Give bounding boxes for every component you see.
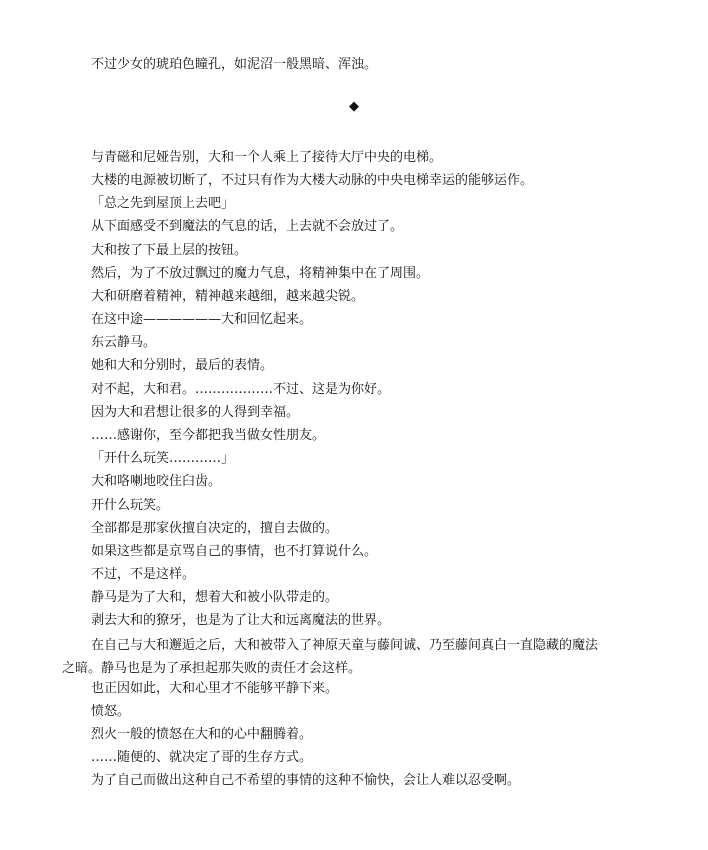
- paragraph: 在这中途——————大和回忆起来。: [91, 312, 313, 327]
- paragraph: ……随便的、就决定了哥的生存方式。: [91, 750, 313, 765]
- paragraph: 「开什么玩笑…………」: [91, 451, 235, 466]
- paragraph: 因为大和君想让很多的人得到幸福。: [91, 405, 300, 420]
- paragraph: 开什么玩笑。: [91, 498, 170, 513]
- paragraph: 大楼的电源被切断了，不过只有作为大楼大动脉的中央电梯幸运的能够运作。: [91, 173, 534, 188]
- paragraph: 从下面感受不到魔法的气息的话，上去就不会放过了。: [91, 219, 404, 234]
- paragraph: 也正因如此，大和心里才不能够平静下来。: [91, 681, 339, 696]
- paragraph: 不过，不是这样。: [91, 567, 196, 582]
- paragraph: 大和按了下最上层的按钮。: [91, 243, 248, 258]
- paragraph: 静马是为了大和，想着大和被小队带走的。: [91, 590, 339, 605]
- paragraph: 对不起，大和君。………………不过、这是为你好。: [91, 382, 391, 397]
- paragraph: 大和咯喇地咬住臼齿。: [91, 474, 222, 489]
- paragraph: 然后，为了不放过飘过的魔力气息，将精神集中在了周围。: [91, 266, 430, 281]
- paragraph: 在自己与大和邂逅之后，大和被带入了神原天童与藤间诚、乃至藤间真白一直隐藏的魔法之暗。静马也是为了承担起那失败的责任才会这样。: [62, 638, 599, 676]
- paragraph: 她和大和分别时，最后的表情。: [91, 358, 274, 373]
- paragraph: 为了自己而做出这种自己不希望的事情的这种不愉快，会让人难以忍受啊。: [91, 773, 521, 788]
- paragraph: 不过少女的琥珀色瞳孔，如泥沼一般黑暗、浑浊。: [91, 57, 378, 72]
- paragraph: 大和研磨着精神，精神越来越细，越来越尖锐。: [91, 289, 365, 304]
- paragraph: 烈火一般的愤怒在大和的心中翻腾着。: [91, 727, 313, 742]
- paragraph: 与青磁和尼娅告别，大和一个人乘上了接待大厅中央的电梯。: [91, 150, 443, 165]
- paragraph: 全部都是那家伙擅自决定的，擅自去做的。: [91, 521, 339, 536]
- paragraph: 剥去大和的獠牙，也是为了让大和远离魔法的世界。: [91, 613, 391, 628]
- paragraph: 「总之先到屋顶上去吧」: [91, 196, 235, 211]
- paragraph: 愤怒。: [91, 704, 131, 719]
- section-separator-diamond-icon: ◆: [349, 99, 359, 114]
- paragraph: 东云静马。: [91, 335, 157, 350]
- paragraph: 如果这些都是京骂自己的事情，也不打算说什么。: [91, 544, 378, 559]
- paragraph: ……感谢你，至今都把我当做女性朋友。: [91, 428, 326, 443]
